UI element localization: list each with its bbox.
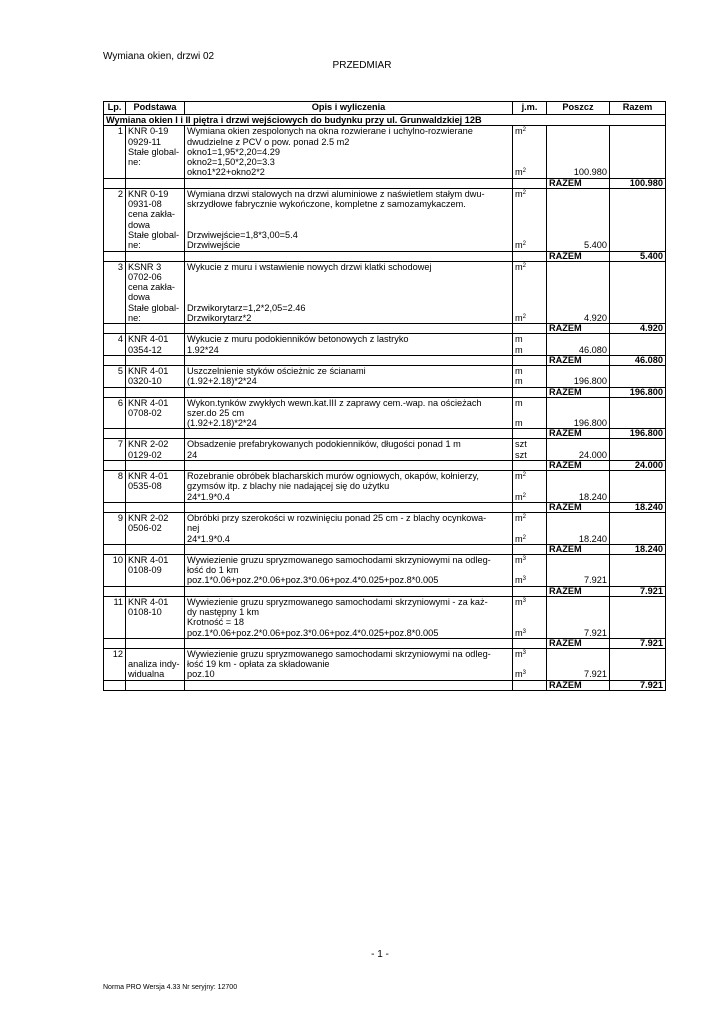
item-calculation: (1.92+2.18)*2*24 — [185, 418, 513, 429]
total-spacer — [104, 178, 126, 188]
column-header: Lp. — [104, 102, 126, 115]
total-spacer — [185, 251, 513, 261]
total-spacer — [126, 680, 185, 690]
item-calc-unit — [513, 167, 547, 178]
item-total — [610, 512, 666, 533]
item-calculation: 1.92*24 — [185, 345, 513, 356]
item-partial — [547, 334, 610, 345]
item-basis: KSNR 3 0702-06 cena zakła- dowa Stałe global- ne: — [126, 261, 185, 324]
item-basis: KNR 4-01 0708-02 — [126, 397, 185, 429]
unit-text: szt — [515, 439, 527, 450]
unit-exponent: 3 — [522, 670, 526, 677]
unit-text: m — [515, 334, 523, 345]
item-description: Wywiezienie gruzu spryzmowanego samochodami skrzyniowymi na odleg- łość 19 km - opłata za składowanie — [185, 648, 513, 669]
item-number: 11 — [104, 596, 126, 638]
total-label: RAZEM — [547, 324, 610, 334]
total-spacer — [126, 544, 185, 554]
total-label: RAZEM — [547, 178, 610, 188]
item-partial — [547, 554, 610, 575]
item-calc-unit — [513, 534, 547, 545]
total-label: RAZEM — [547, 355, 610, 365]
item-calc-value: 46.080 — [547, 345, 610, 356]
column-header: Razem — [610, 102, 666, 115]
unit-exponent: 3 — [522, 649, 526, 656]
total-value: 4.920 — [610, 324, 666, 334]
unit-text: m — [515, 491, 523, 502]
total-spacer — [185, 680, 513, 690]
total-spacer — [513, 251, 547, 261]
section-title: Wymiana okien I i II piętra i drzwi wejściowych do budynku przy ul. Grunwaldzkiej 12B — [104, 115, 666, 126]
total-value: 7.921 — [610, 680, 666, 690]
total-spacer — [513, 638, 547, 648]
item-partial — [547, 188, 610, 240]
item-row — [104, 439, 666, 450]
item-calc-value: 7.921 — [547, 628, 610, 639]
total-label: RAZEM — [547, 638, 610, 648]
item-calc-unit — [513, 345, 547, 356]
total-spacer — [513, 680, 547, 690]
unit-text: m — [515, 313, 523, 324]
item-calc-unit — [513, 628, 547, 639]
item-description: Rozebranie obróbek blacharskich murów ogniowych, okapów, kołnierzy, gzymsów itp. z blachy nie nadającej się do użytku — [185, 471, 513, 492]
item-number: 3 — [104, 261, 126, 324]
total-value: 46.080 — [610, 355, 666, 365]
total-spacer — [513, 324, 547, 334]
item-number: 9 — [104, 512, 126, 544]
item-partial — [547, 365, 610, 376]
item-description: Wymiana drzwi stalowych na drzwi aluminiowe z naświetlem stałym dwu- skrzydłowe fabrycznie wykończone, kompletne z samozamykaczem. Drzwiwejście=1,8*3,00=5.4 — [185, 188, 513, 240]
item-total-row — [104, 324, 666, 334]
total-spacer — [126, 502, 185, 512]
total-label: RAZEM — [547, 461, 610, 471]
item-number: 5 — [104, 365, 126, 387]
total-label: RAZEM — [547, 251, 610, 261]
total-spacer — [185, 638, 513, 648]
item-calc-total — [610, 669, 666, 680]
item-description: Wywiezienie gruzu spryzmowanego samochodami skrzyniowymi - za każ- dy następny 1 km Krotność = 18 — [185, 596, 513, 627]
total-spacer — [104, 251, 126, 261]
item-total — [610, 554, 666, 575]
total-spacer — [104, 502, 126, 512]
item-calc-row — [104, 492, 666, 503]
unit-exponent: 2 — [522, 492, 526, 499]
total-label: RAZEM — [547, 680, 610, 690]
item-total-row — [104, 544, 666, 554]
table-header-row — [104, 102, 666, 115]
item-description: Uszczelnienie styków ościeżnic ze ścianami — [185, 365, 513, 376]
item-number: 4 — [104, 334, 126, 356]
item-calc-value: 7.921 — [547, 575, 610, 586]
item-number: 1 — [104, 126, 126, 178]
total-spacer — [513, 387, 547, 397]
unit-exponent: 2 — [522, 241, 526, 248]
total-value: 196.800 — [610, 429, 666, 439]
software-note: Norma PRO Wersja 4.33 Nr seryjny: 12700 — [103, 984, 238, 991]
item-unit — [513, 188, 547, 240]
unit-exponent: 3 — [522, 597, 526, 604]
unit-text: m — [515, 376, 523, 387]
unit-text: m — [515, 167, 523, 178]
item-unit — [513, 471, 547, 492]
item-partial — [547, 397, 610, 418]
column-header: j.m. — [513, 102, 547, 115]
item-row — [104, 334, 666, 345]
item-calc-total — [610, 240, 666, 251]
item-description: Wykucie z muru i wstawienie nowych drzwi klatki schodowej Drzwikorytarz=1,2*2,05=2.46 — [185, 261, 513, 313]
item-total — [610, 596, 666, 627]
unit-text: m — [515, 575, 523, 586]
item-description: Wykucie z muru podokienników betonowych z lastryko — [185, 334, 513, 345]
item-description: Wymiana okien zespolonych na okna rozwierane i uchylno-rozwierane dwudzielne z PCV o pow. ponad 2.5 m2 okno1=1,95*2,20=4.29 okno2=1,50*2,20=3.3 — [185, 126, 513, 168]
total-spacer — [185, 355, 513, 365]
item-number: 12 — [104, 648, 126, 680]
item-calc-value: 196.800 — [547, 418, 610, 429]
item-calc-row — [104, 534, 666, 545]
document-title: Wymiana okien, drzwi 02 — [103, 51, 215, 62]
unit-text: m — [515, 471, 523, 482]
item-partial — [547, 439, 610, 450]
item-unit — [513, 334, 547, 345]
item-calc-total — [610, 575, 666, 586]
unit-exponent: 2 — [522, 189, 526, 196]
item-total — [610, 261, 666, 313]
item-basis: KNR 4-01 0535-08 — [126, 471, 185, 503]
item-calc-total — [610, 313, 666, 324]
unit-text: m — [515, 126, 523, 137]
unit-exponent: 2 — [522, 262, 526, 269]
unit-text: m — [515, 648, 523, 659]
total-label: RAZEM — [547, 429, 610, 439]
item-partial — [547, 648, 610, 669]
total-value: 7.921 — [610, 586, 666, 596]
unit-text: m — [515, 596, 523, 607]
item-calculation: okno1*22+okno2*2 — [185, 167, 513, 178]
item-total — [610, 188, 666, 240]
item-calc-value: 7.921 — [547, 669, 610, 680]
total-spacer — [513, 178, 547, 188]
item-row — [104, 471, 666, 492]
item-basis: KNR 4-01 0320-10 — [126, 365, 185, 387]
item-calc-value: 18.240 — [547, 492, 610, 503]
total-spacer — [104, 461, 126, 471]
total-spacer — [126, 324, 185, 334]
total-value: 18.240 — [610, 502, 666, 512]
total-label: RAZEM — [547, 502, 610, 512]
item-calc-row — [104, 575, 666, 586]
unit-text: m — [515, 669, 523, 680]
item-calc-unit — [513, 240, 547, 251]
item-unit — [513, 365, 547, 376]
total-spacer — [185, 429, 513, 439]
item-row — [104, 365, 666, 376]
item-total-row — [104, 586, 666, 596]
item-row — [104, 512, 666, 533]
item-unit — [513, 596, 547, 627]
item-calculation: 24*1.9*0.4 — [185, 492, 513, 503]
item-partial — [547, 261, 610, 313]
total-value: 24.000 — [610, 461, 666, 471]
total-spacer — [126, 387, 185, 397]
item-unit — [513, 512, 547, 533]
total-spacer — [104, 324, 126, 334]
section-row — [104, 115, 666, 126]
item-total — [610, 334, 666, 345]
column-header: Opis i wyliczenia — [185, 102, 513, 115]
item-calc-row — [104, 628, 666, 639]
unit-exponent: 2 — [522, 168, 526, 175]
item-total-row — [104, 178, 666, 188]
item-row — [104, 261, 666, 313]
item-partial — [547, 512, 610, 533]
total-label: RAZEM — [547, 586, 610, 596]
total-spacer — [185, 461, 513, 471]
item-number: 2 — [104, 188, 126, 251]
total-value: 196.800 — [610, 387, 666, 397]
item-unit — [513, 126, 547, 168]
item-calc-row — [104, 345, 666, 356]
item-basis: KNR 4-01 0108-10 — [126, 596, 185, 638]
total-label: RAZEM — [547, 544, 610, 554]
item-calculation: poz.1*0.06+poz.2*0.06+poz.3*0.06+poz.4*0.025+poz.8*0.005 — [185, 628, 513, 639]
total-spacer — [126, 251, 185, 261]
item-partial — [547, 471, 610, 492]
item-total-row — [104, 502, 666, 512]
total-spacer — [126, 461, 185, 471]
item-description: Wywiezienie gruzu spryzmowanego samochodami skrzyniowymi na odleg- łość do 1 km — [185, 554, 513, 575]
item-basis: KNR 0-19 0931-08 cena zakła- dowa Stałe global- ne: — [126, 188, 185, 251]
item-calculation: Drzwiwejście — [185, 240, 513, 251]
unit-exponent: 3 — [522, 628, 526, 635]
total-value: 18.240 — [610, 544, 666, 554]
item-calc-row — [104, 376, 666, 387]
unit-text: m — [515, 533, 523, 544]
item-calc-unit — [513, 418, 547, 429]
item-description: Obsadzenie prefabrykowanych podokienników, długości ponad 1 m — [185, 439, 513, 450]
total-value: 7.921 — [610, 638, 666, 648]
unit-text: m — [515, 627, 523, 638]
item-calc-unit — [513, 376, 547, 387]
item-calculation: Drzwikorytarz*2 — [185, 313, 513, 324]
item-calc-unit — [513, 492, 547, 503]
item-calc-value: 18.240 — [547, 534, 610, 545]
item-partial — [547, 126, 610, 168]
item-calc-row — [104, 418, 666, 429]
total-value: 100.980 — [610, 178, 666, 188]
total-spacer — [185, 324, 513, 334]
page-number: - 1 - — [371, 949, 389, 960]
unit-exponent: 3 — [522, 555, 526, 562]
item-calc-value: 4.920 — [547, 313, 610, 324]
item-calc-total — [610, 628, 666, 639]
unit-text: m — [515, 512, 523, 523]
total-spacer — [185, 502, 513, 512]
total-value: 5.400 — [610, 251, 666, 261]
unit-text: m — [515, 344, 523, 355]
item-basis: KNR 0-19 0929-11 Stałe global- ne: — [126, 126, 185, 178]
item-total-row — [104, 638, 666, 648]
item-description: Obróbki przy szerokości w rozwinięciu ponad 25 cm - z blachy ocynkowa- nej — [185, 512, 513, 533]
item-unit — [513, 261, 547, 313]
unit-text: m — [515, 418, 523, 429]
item-partial — [547, 596, 610, 627]
unit-exponent: 2 — [522, 513, 526, 520]
item-calculation: poz.10 — [185, 669, 513, 680]
item-row — [104, 126, 666, 168]
total-spacer — [126, 355, 185, 365]
unit-text: m — [515, 554, 523, 565]
item-calc-value: 24.000 — [547, 450, 610, 461]
item-unit — [513, 554, 547, 575]
item-calculation: poz.1*0.06+poz.2*0.06+poz.3*0.06+poz.4*0.025+poz.8*0.005 — [185, 575, 513, 586]
item-calc-total — [610, 167, 666, 178]
total-spacer — [185, 586, 513, 596]
unit-text: m — [515, 240, 523, 251]
unit-text: m — [515, 188, 523, 199]
item-row — [104, 648, 666, 669]
item-calc-total — [610, 345, 666, 356]
item-number: 8 — [104, 471, 126, 503]
item-calc-value: 196.800 — [547, 376, 610, 387]
item-unit — [513, 439, 547, 450]
unit-exponent: 2 — [522, 472, 526, 479]
item-calc-row — [104, 313, 666, 324]
total-label: RAZEM — [547, 387, 610, 397]
total-spacer — [513, 586, 547, 596]
item-total-row — [104, 251, 666, 261]
total-spacer — [126, 586, 185, 596]
item-total-row — [104, 461, 666, 471]
item-calc-row — [104, 240, 666, 251]
item-total-row — [104, 355, 666, 365]
total-spacer — [104, 355, 126, 365]
total-spacer — [104, 429, 126, 439]
item-calc-row — [104, 167, 666, 178]
item-calc-value: 100.980 — [547, 167, 610, 178]
item-row — [104, 188, 666, 240]
item-row — [104, 596, 666, 627]
total-spacer — [104, 680, 126, 690]
unit-exponent: 2 — [522, 314, 526, 321]
total-spacer — [513, 461, 547, 471]
total-spacer — [513, 355, 547, 365]
item-calc-unit — [513, 575, 547, 586]
column-header: Podstawa — [126, 102, 185, 115]
total-spacer — [126, 638, 185, 648]
item-row — [104, 554, 666, 575]
item-total — [610, 471, 666, 492]
unit-text: m — [515, 397, 523, 408]
total-spacer — [513, 429, 547, 439]
item-total-row — [104, 387, 666, 397]
item-calc-unit — [513, 669, 547, 680]
column-header: Poszcz — [547, 102, 610, 115]
unit-exponent: 2 — [522, 127, 526, 134]
item-total — [610, 439, 666, 450]
unit-text: m — [515, 261, 523, 272]
item-calculation: 24*1.9*0.4 — [185, 534, 513, 545]
item-basis: KNR 4-01 0354-12 — [126, 334, 185, 356]
item-calc-total — [610, 418, 666, 429]
total-spacer — [185, 387, 513, 397]
document-heading: PRZEDMIAR — [332, 60, 392, 71]
item-unit — [513, 397, 547, 418]
item-total — [610, 365, 666, 376]
total-spacer — [104, 586, 126, 596]
item-calc-unit — [513, 313, 547, 324]
item-calculation: 24 — [185, 450, 513, 461]
item-calc-total — [610, 450, 666, 461]
item-calc-row — [104, 669, 666, 680]
item-number: 6 — [104, 397, 126, 429]
item-total — [610, 648, 666, 669]
item-calc-total — [610, 534, 666, 545]
item-basis: KNR 2-02 0129-02 — [126, 439, 185, 461]
item-calc-total — [610, 492, 666, 503]
item-number: 10 — [104, 554, 126, 586]
total-spacer — [513, 544, 547, 554]
total-spacer — [104, 544, 126, 554]
total-spacer — [126, 178, 185, 188]
przedmiar-table — [103, 101, 666, 691]
item-calc-value: 5.400 — [547, 240, 610, 251]
unit-exponent: 3 — [522, 576, 526, 583]
total-spacer — [513, 502, 547, 512]
item-calculation: (1.92+2.18)*2*24 — [185, 376, 513, 387]
item-basis: KNR 4-01 0108-09 — [126, 554, 185, 586]
unit-text: szt — [515, 449, 527, 460]
total-spacer — [185, 178, 513, 188]
item-calc-unit — [513, 450, 547, 461]
total-spacer — [126, 429, 185, 439]
item-total — [610, 126, 666, 168]
item-unit — [513, 648, 547, 669]
item-total-row — [104, 429, 666, 439]
total-spacer — [185, 544, 513, 554]
total-spacer — [104, 638, 126, 648]
item-calc-row — [104, 450, 666, 461]
item-basis: KNR 2-02 0506-02 — [126, 512, 185, 544]
unit-text: m — [515, 365, 523, 376]
unit-exponent: 2 — [522, 534, 526, 541]
item-row — [104, 397, 666, 418]
total-spacer — [104, 387, 126, 397]
item-description: Wykon.tynków zwykłych wewn.kat.III z zaprawy cem.-wap. na ościeżach szer.do 25 cm — [185, 397, 513, 418]
item-calc-total — [610, 376, 666, 387]
item-basis: analiza indy- widualna — [126, 648, 185, 680]
item-total-row — [104, 680, 666, 690]
item-total — [610, 397, 666, 418]
item-number: 7 — [104, 439, 126, 461]
